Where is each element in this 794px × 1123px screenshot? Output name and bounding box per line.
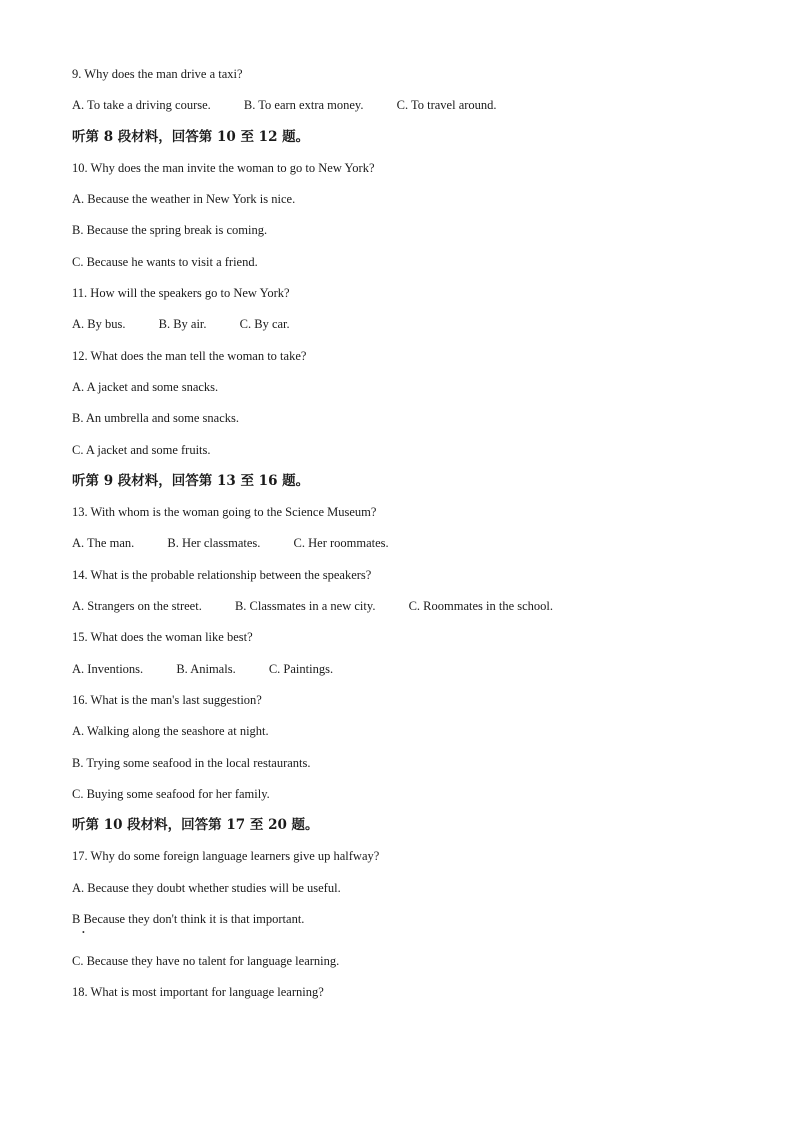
options-row-11 — [72, 316, 732, 332]
option-15a: A. Inventions. — [72, 661, 144, 676]
option-10a: A. Because the weather in New York is nice. — [72, 192, 296, 207]
option-13a: A. The man. — [72, 536, 135, 551]
question-11: 11. How will the speakers go to New York? — [72, 286, 290, 301]
option-10b: B. Because the spring break is coming. — [72, 223, 268, 238]
option-10c: C. Because he wants to visit a friend. — [72, 254, 258, 269]
option-9c: C. To travel around. — [396, 98, 497, 113]
options-row-13 — [72, 535, 732, 551]
question-10: 10. Why does the man invite the woman to go to New York? — [72, 160, 375, 175]
question-13: 13. With whom is the woman going to the Science Museum? — [72, 505, 377, 520]
option-14b: B. Classmates in a new city. — [234, 599, 376, 614]
option-12c: C. A jacket and some fruits. — [72, 442, 211, 457]
option-15c: C. Paintings. — [268, 661, 334, 676]
question-9: 9. Why does the man drive a taxi? — [72, 67, 243, 81]
options-row-14 — [72, 598, 732, 614]
section-heading-9: 听第 9 段材料，回答第 13 至 16 题。 — [72, 472, 310, 489]
option-13c: C. Her roommates. — [293, 536, 389, 551]
option-11b: B. By air. — [158, 317, 207, 332]
question-18: 18. What is most important for language learning? — [72, 985, 324, 1000]
option-17b: B Because they don't think it is that important. — [72, 912, 305, 927]
options-row-9 — [72, 97, 732, 113]
section-heading-8: 听第 8 段材料，回答第 10 至 12 题。 — [72, 128, 310, 145]
option-11a: A. By bus. — [72, 317, 126, 332]
option-17c: C. Because they have no talent for language learning. — [72, 954, 340, 969]
document-page — [72, 66, 732, 1016]
question-17: 17. Why do some foreign language learners give up halfway? — [72, 849, 380, 864]
option-12b: B. An umbrella and some snacks. — [72, 411, 239, 426]
stray-dot-mark: • — [82, 928, 85, 937]
question-12: 12. What does the man tell the woman to take? — [72, 348, 307, 363]
option-14c: C. Roommates in the school. — [408, 599, 554, 614]
question-15: 15. What does the woman like best? — [72, 630, 253, 645]
option-16b: B. Trying some seafood in the local restaurants. — [72, 755, 311, 770]
option-12a: A. A jacket and some snacks. — [72, 379, 219, 394]
option-9a: A. To take a driving course. — [72, 98, 211, 113]
option-14a: A. Strangers on the street. — [72, 599, 202, 614]
option-13b: B. Her classmates. — [167, 536, 261, 551]
section-heading-10: 听第 10 段材料，回答第 17 至 20 题。 — [72, 817, 319, 834]
option-16a: A. Walking along the seashore at night. — [72, 724, 269, 739]
option-9b: B. To earn extra money. — [243, 98, 364, 113]
options-row-15 — [72, 661, 732, 677]
option-17a: A. Because they doubt whether studies will be useful. — [72, 880, 341, 895]
option-15b: B. Animals. — [176, 661, 236, 676]
question-16: 16. What is the man's last suggestion? — [72, 692, 262, 707]
option-16c: C. Buying some seafood for her family. — [72, 786, 270, 801]
option-11c: C. By car. — [239, 317, 290, 332]
question-14: 14. What is the probable relationship between the speakers? — [72, 567, 372, 582]
